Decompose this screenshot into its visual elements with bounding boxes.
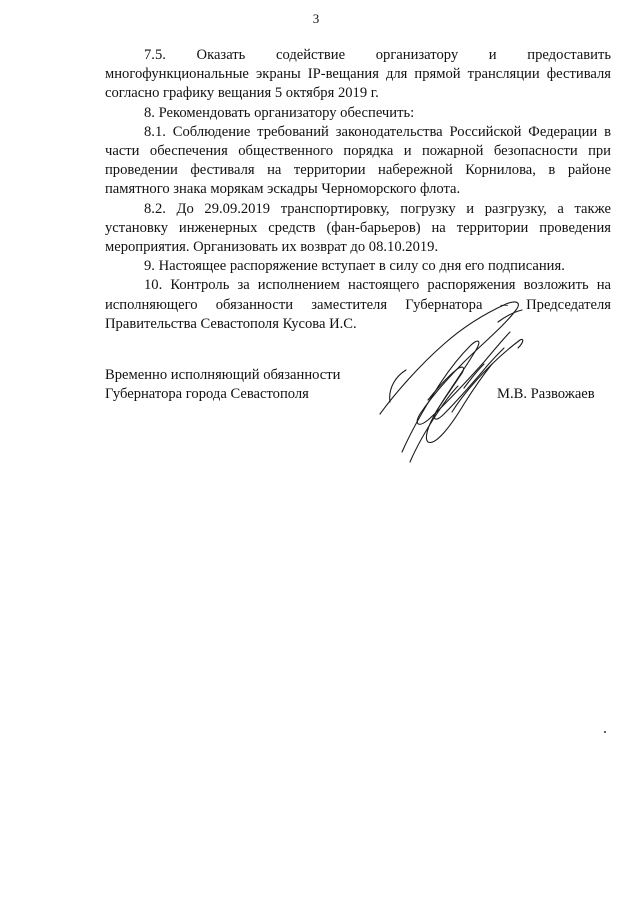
- paragraph-8: 8. Рекомендовать организатору обеспечить:: [144, 104, 415, 121]
- signature-position-line-1: Временно исполняющий обязанности: [105, 367, 341, 383]
- signature-position-line-2: Губернатора города Севастополя: [105, 386, 309, 403]
- page-number: 3: [312, 11, 320, 26]
- paragraph-7-5: 7.5. Оказать содействие организатору и предоставить многофункциональные экраны IP-вещания для прямой трансляции фестиваля согласно графику вещания 5 октября 2019 г.: [105, 47, 611, 102]
- handwritten-signature: [366, 292, 536, 467]
- paragraph-9: 9. Настоящее распоряжение вступает в силу со дня его подписания.: [144, 258, 565, 275]
- scan-speck: [604, 731, 606, 733]
- document-body: [105, 46, 611, 334]
- paragraph-8-2: 8.2. До 29.09.2019 транспортировку, погрузку и разгрузку, а также установку инженерных средств (фан-барьеров) на территории проведения мероприятия. Организовать их возврат до 08.10.2019.: [105, 200, 611, 256]
- paragraph-8-1: 8.1. Соблюдение требований законодательства Российской Федерации в части обеспечения общественного порядка и пожарной безопасности при проведении фестиваля на территории набережной Корнилова, в районе памятного знака морякам эскадры Черноморского флота.: [105, 123, 611, 198]
- paragraph-10: 10. Контроль за исполнением настоящего распоряжения возложить на исполняющего обязанности заместителя Губернатора – Председателя Правительства Севастополя Кусова И.С.: [105, 277, 611, 332]
- signer-name: М.В. Развожаев: [497, 386, 595, 402]
- signature-position: [105, 366, 340, 404]
